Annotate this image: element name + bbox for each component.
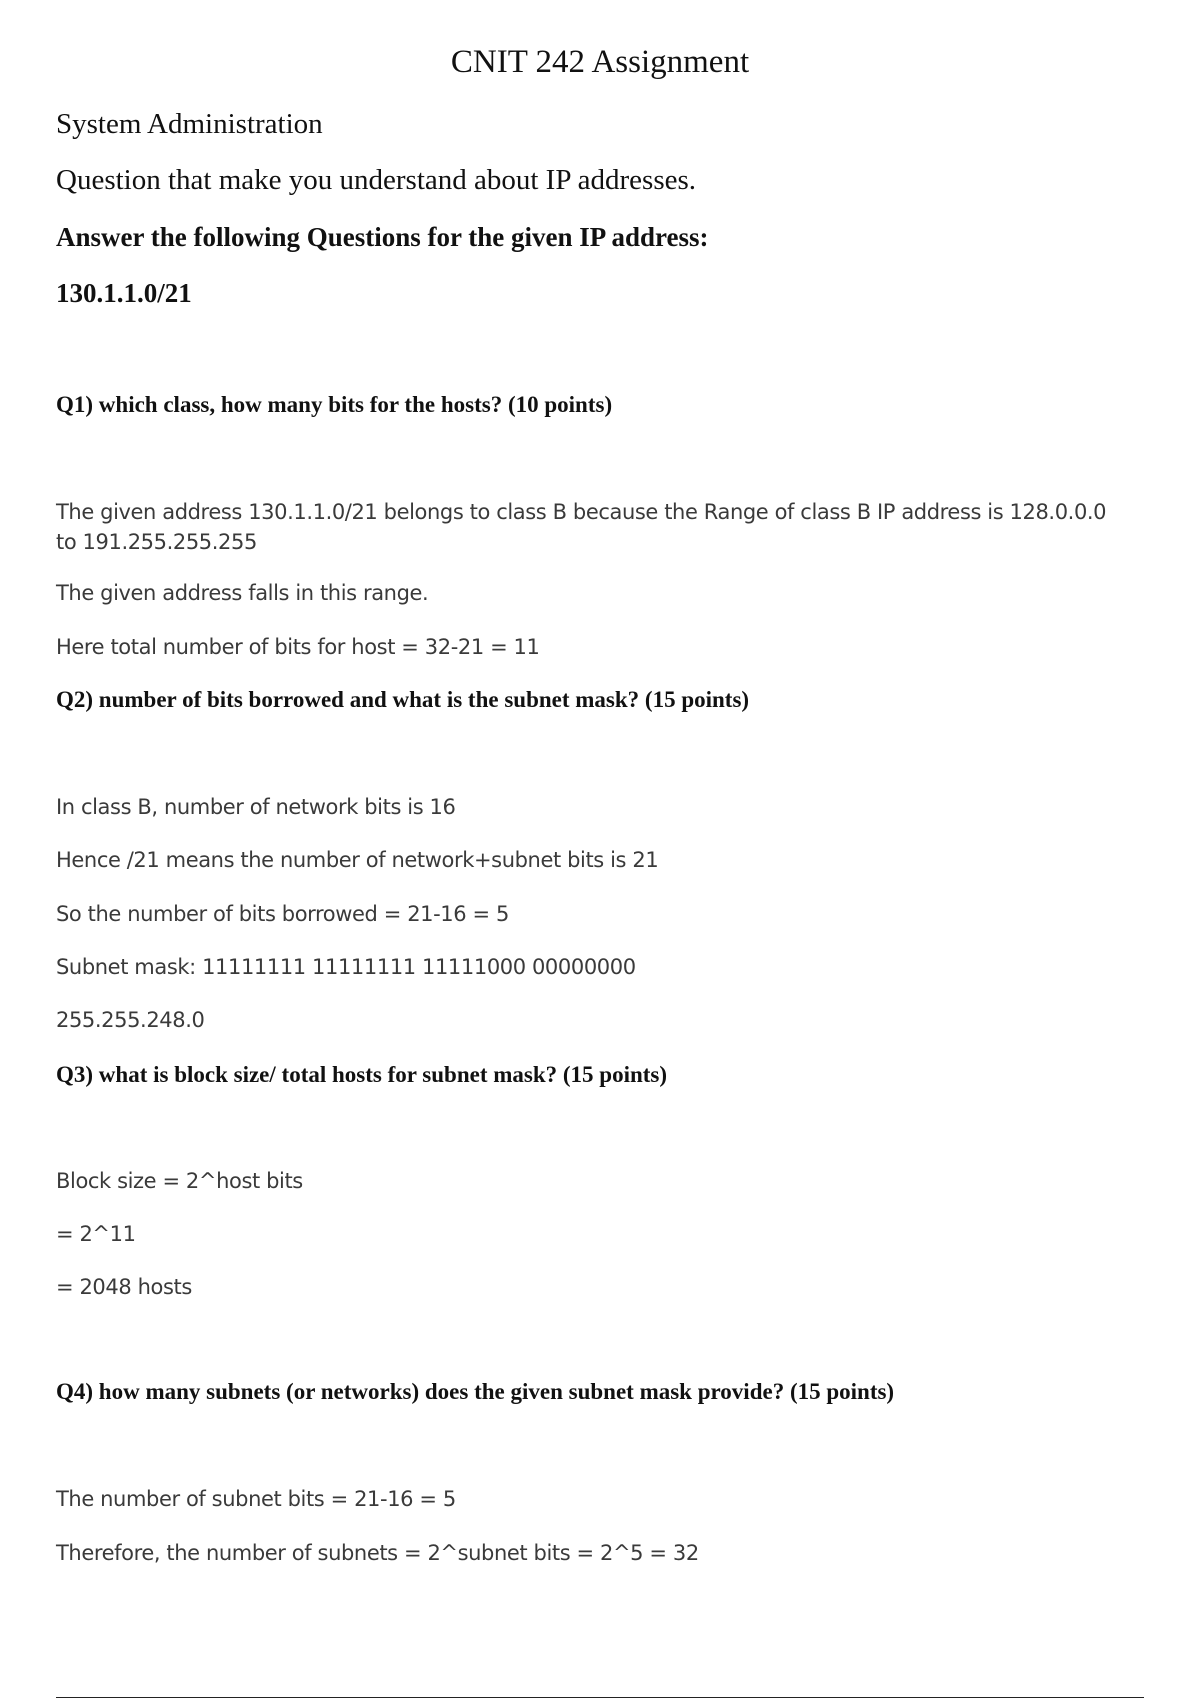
q4-answer-line-2: Therefore, the number of subnets = 2^subnet bits = 2^5 = 32	[56, 1541, 699, 1565]
q1-answer-line-1: The given address 130.1.1.0/21 belongs to class B because the Range of class B IP address is 128.0.0.0 to 191.255.255.255	[56, 500, 1107, 554]
question-2: Q2) number of bits borrowed and what is the subnet mask? (15 points)	[56, 687, 750, 712]
question-3: Q3) what is block size/ total hosts for subnet mask? (15 points)	[56, 1062, 668, 1087]
question-1: Q1) which class, how many bits for the hosts? (10 points)	[56, 392, 613, 417]
instruction-text: Answer the following Questions for the given IP address:	[56, 222, 709, 252]
footer-divider	[56, 1697, 1144, 1698]
q1-answer-line-2: The given address falls in this range.	[56, 581, 429, 605]
q3-answer-line-2: = 2^11	[56, 1222, 136, 1246]
q2-answer-line-3: So the number of bits borrowed = 21-16 = 5	[56, 902, 509, 926]
q2-answer-line-4: Subnet mask: 11111111 11111111 11111000 00000000	[56, 955, 636, 979]
intro-text: Question that make you understand about IP addresses.	[56, 164, 697, 196]
given-ip-address: 130.1.1.0/21	[56, 278, 192, 308]
course-subject: System Administration	[56, 108, 323, 140]
q2-answer-line-5: 255.255.248.0	[56, 1008, 205, 1032]
question-4: Q4) how many subnets (or networks) does the given subnet mask provide? (15 points)	[56, 1379, 895, 1404]
q2-answer-line-1: In class B, number of network bits is 16	[56, 795, 456, 819]
q2-answer-line-2: Hence /21 means the number of network+subnet bits is 21	[56, 848, 659, 872]
q4-answer-line-1: The number of subnet bits = 21-16 = 5	[56, 1487, 456, 1511]
page-title: CNIT 242 Assignment	[450, 44, 750, 80]
q1-answer-line-3: Here total number of bits for host = 32-21 = 11	[56, 635, 540, 659]
q3-answer-line-1: Block size = 2^host bits	[56, 1169, 303, 1193]
q3-answer-line-3: = 2048 hosts	[56, 1275, 192, 1299]
